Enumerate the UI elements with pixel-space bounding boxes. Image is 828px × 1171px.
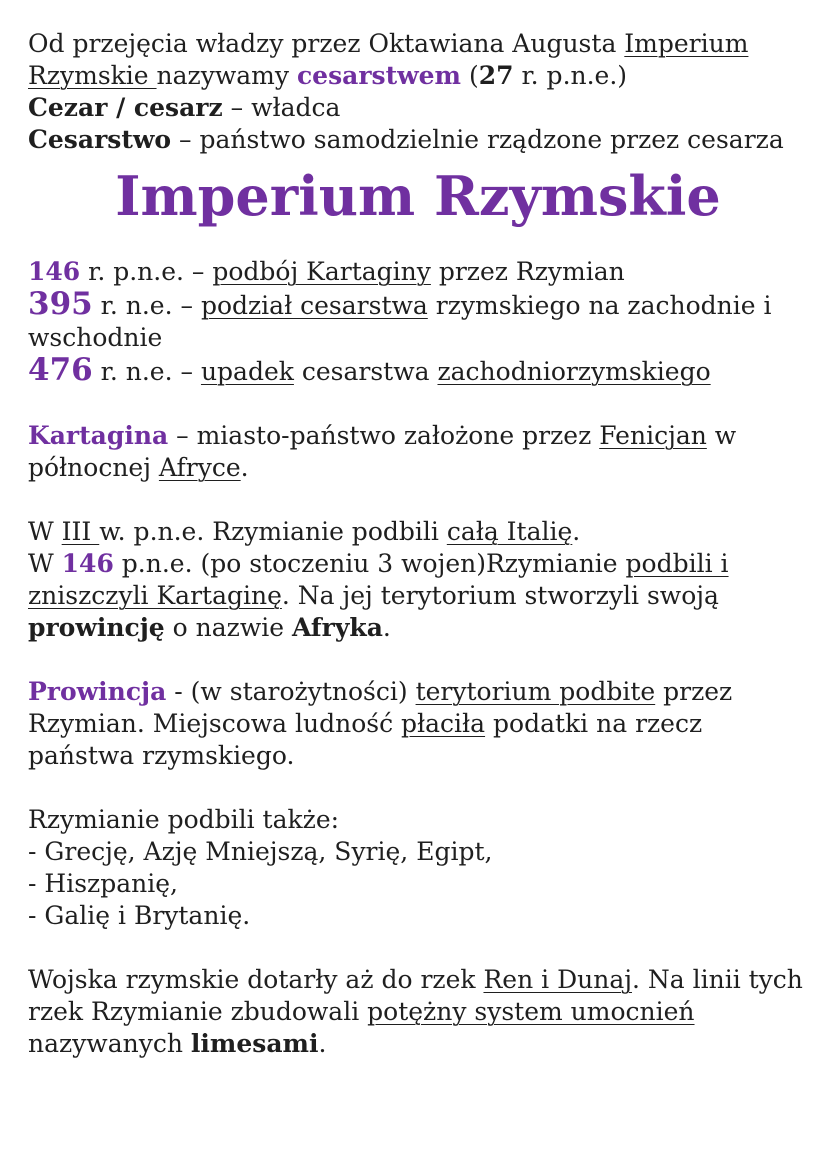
prowincja-definition: Prowincja - (w starożytności) terytorium podbite przez Rzymian. Miejscowa ludność płaciła podatki na rzecz państwa rzymskiego. [28,677,733,770]
list-item: - Grecję, Azję Mniejszą, Syrię, Egipt, [28,837,493,866]
year-395: 395 [28,286,93,322]
year-27: 27 [478,61,514,90]
term-cesarstwem: cesarstwem [296,61,462,90]
term-cezar: Cezar / cesarz [28,93,223,122]
page-title: Imperium Rzymskie [115,164,721,228]
also-intro: Rzymianie podbili także: [28,805,340,834]
term-cesarstwo: Cesarstwo [28,125,172,154]
list-item: - Galię i Brytanię. [28,901,251,930]
term-limesami: limesami [190,1029,319,1058]
year-146-bold: 146 [61,549,114,578]
year-146: 146 [28,257,81,286]
intro-line-2: Cezar / cesarz – władca [28,93,341,122]
date-476: 476 r. n.e. – upadek cesarstwa zachodniorzymskiego [28,352,711,388]
term-prowincja: Prowincja [28,677,167,706]
notes-page [28,28,808,1060]
conquest-line-2: W 146 p.n.e. (po stoczeniu 3 wojen)Rzymianie podbili i zniszczyli Kartaginę. Na jej terytorium stworzyli swoją prowincję o nazwie Afryka. [28,549,729,642]
date-395: 395 r. n.e. – podział cesarstwa rzymskiego na zachodnie i wschodnie [28,286,772,352]
kartagina-definition: Kartagina – miasto-państwo założone przez Fenicjan w północnej Afryce. [28,421,737,482]
term-kartagina: Kartagina [28,421,169,450]
date-146: 146 r. p.n.e. – podbój Kartaginy przez Rzymian [28,257,625,286]
term-afryka: Afryka [291,613,383,642]
year-476: 476 [28,352,93,388]
term-prowincje: prowincję [28,613,165,642]
list-item: - Hiszpanię, [28,869,178,898]
intro-line-1: Od przejęcia władzy przez Oktawiana Augusta Imperium Rzymskie nazywamy cesarstwem (27 r. p.n.e.) [28,29,749,90]
army-paragraph: Wojska rzymskie dotarły aż do rzek Ren i Dunaj. Na linii tych rzek Rzymianie zbudowali potężny system umocnień nazywanych limesami. [28,965,803,1058]
imperium-rzymskie-underline: Imperium Rzymskie [28,29,749,90]
conquest-line-1: W III w. p.n.e. Rzymianie podbili całą Italię. [28,517,581,546]
intro-line-3: Cesarstwo – państwo samodzielnie rządzone przez cesarza [28,125,784,154]
